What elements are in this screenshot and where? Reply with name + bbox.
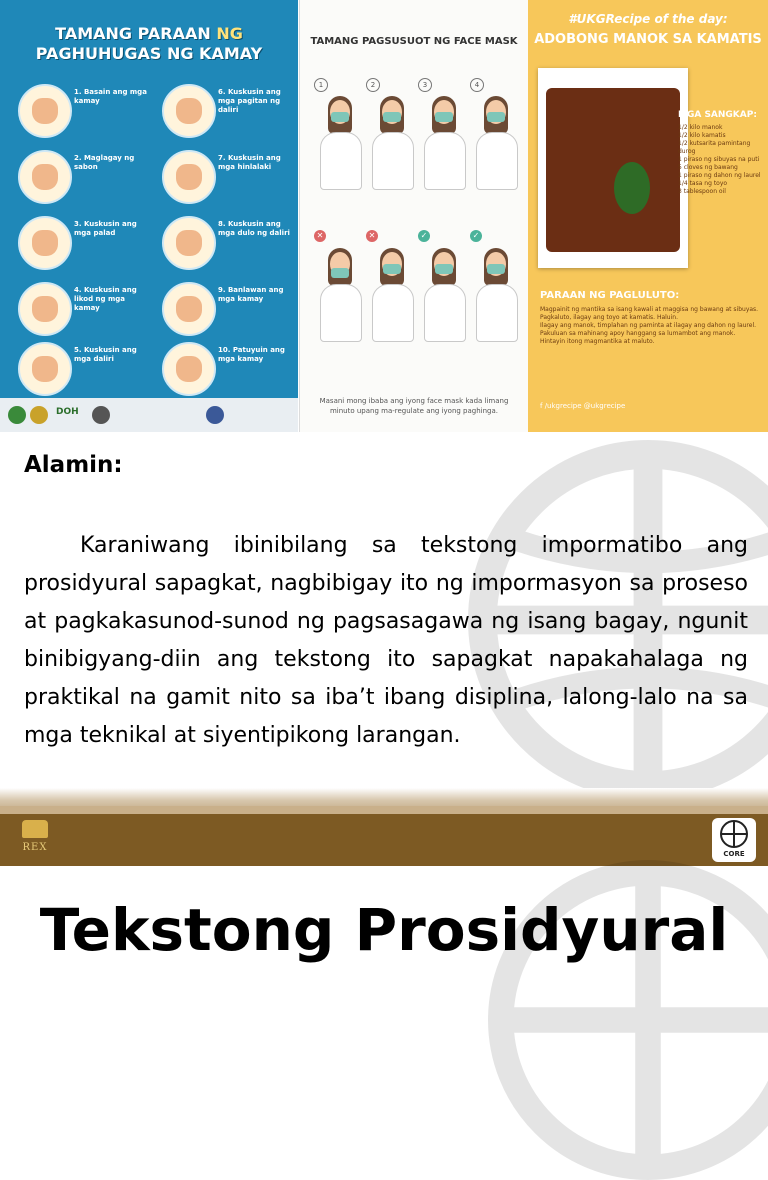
crown-icon [22, 820, 48, 838]
handwash-step-label: 5. Kuskusin ang mga daliri [74, 346, 137, 363]
step-number: 1 [314, 78, 328, 92]
handwash-step-label: 8. Kuskusin ang mga dulo ng daliri [218, 220, 290, 237]
handwash-step [154, 80, 294, 142]
mask-step-figure [366, 78, 418, 208]
hand-illustration-icon [18, 150, 72, 204]
face-mask-poster [299, 0, 528, 432]
mask-step-figure [418, 78, 470, 208]
handwashing-title-line1: TAMANG PARAAN [55, 24, 211, 43]
step-number: 4 [470, 78, 484, 92]
step-number: 3 [418, 78, 432, 92]
check-icon: ✓ [418, 230, 430, 242]
dish-photo [538, 68, 688, 268]
handwash-step [10, 278, 150, 340]
social-handles: f /ukgrecipe @ukgrecipe [540, 402, 626, 410]
mask-example-figure [470, 230, 522, 360]
handwash-step-label: 2. Maglagay ng sabon [74, 154, 135, 171]
recipe-poster [528, 0, 768, 432]
mask-step-figure [470, 78, 522, 208]
handwash-step [154, 338, 294, 400]
hand-illustration-icon [162, 282, 216, 336]
core-logo [712, 818, 756, 862]
handwashing-poster [0, 0, 298, 432]
step-number: 2 [366, 78, 380, 92]
footer-band [0, 814, 768, 866]
face-mask-title: TAMANG PAGSUSUOT NG FACE MASK [310, 36, 518, 47]
body-paragraph: Karaniwang ibinibilang sa tekstong impormatibo ang prosidyural sapagkat, nagbibigay ito ng impormasyon sa proseso at pagkakasunod-sunod ng pagsasagawa ng isang bagay, ngunit binibigyang-diin ang tekstong ito sapagkat napakahalaga ng praktikal na gamit nito sa iba’t ibang disiplina, lalong-lalo na sa mga teknikal at siyentipikong larangan. [24, 533, 748, 748]
section-heading: Alamin: [24, 452, 123, 478]
face-mask-note: Masani mong ibaba ang iyong face mask kada limang minuto upang ma-regulate ang iyong paghinga. [319, 397, 509, 415]
seal-icon [92, 406, 110, 424]
handwashing-title-ng: NG [216, 24, 243, 43]
recipe-hashtag: #UKGRecipe of the day: [568, 12, 728, 26]
handwash-step [154, 278, 294, 340]
rex-logo [12, 820, 58, 860]
handwash-step-label: 7. Kuskusin ang mga hinlalaki [218, 154, 281, 171]
wrong-icon: ✕ [366, 230, 378, 242]
handwashing-title [0, 24, 298, 64]
handwash-step-label: 10. Patuyuin ang mga kamay [218, 346, 285, 363]
hand-illustration-icon [18, 216, 72, 270]
hand-illustration-icon [162, 150, 216, 204]
hand-illustration-icon [18, 282, 72, 336]
ingredients-heading: MGA SANGKAP: [678, 110, 757, 120]
mask-example-figure [366, 230, 418, 360]
handwashing-title-line2: PAGHUHUGAS NG KAMAY [35, 44, 263, 63]
recipe-dish-name: ADOBONG MANOK SA KAMATIS [534, 32, 762, 47]
poster-row [0, 0, 768, 432]
hand-illustration-icon [162, 216, 216, 270]
mask-example-figure [314, 230, 366, 360]
handwash-step-label: 9. Banlawan ang mga kamay [218, 286, 284, 303]
hand-illustration-icon [18, 84, 72, 138]
handwash-step-label: 4. Kuskusin ang likod ng mga kamay [74, 286, 137, 312]
wrong-icon: ✕ [314, 230, 326, 242]
seal-icon [8, 406, 26, 424]
doh-logo-text: DOH [56, 407, 79, 417]
method-heading: PARAAN NG PAGLULUTO: [540, 290, 680, 301]
handwash-step [10, 338, 150, 400]
handwash-step [10, 146, 150, 208]
ingredients-list: 1/2 kilo manok 1/2 kilo kamatis 1/2 kutsarita pamintang durog 1 piraso ng sibuyas na puti 5 cloves ng bawang 1 piraso ng dahon ng laurel 1/4 tasa ng toyo 3 tablespoon oil [678, 124, 761, 195]
handwash-step-label: 6. Kuskusin ang mga pagitan ng daliri [218, 88, 281, 114]
seal-icon [30, 406, 48, 424]
facebook-icon [206, 406, 224, 424]
mask-step-figure [314, 78, 366, 208]
hand-illustration-icon [162, 84, 216, 138]
method-list: Magpainit ng mantika sa isang kawali at maggisa ng bawang at sibuyas. Pagkaluto, ilagay ang toyo at kamatis. Haluin. Ilagay ang manok, timplahan ng paminta at ilagay ang dahon ng laurel. Pakuluan sa mahinang apoy hanggang sa lumambot ang manok. Hintayin itong magmantika at maluto. [540, 306, 759, 345]
globe-icon [720, 820, 748, 848]
core-logo-text: CORE [723, 850, 745, 858]
mask-example-figure [418, 230, 470, 360]
handwash-step [10, 212, 150, 274]
handwash-step-label: 1. Basain ang mga kamay [74, 88, 147, 105]
handwash-step [154, 146, 294, 208]
hand-illustration-icon [162, 342, 216, 396]
hand-illustration-icon [18, 342, 72, 396]
handwash-step [154, 212, 294, 274]
check-icon: ✓ [470, 230, 482, 242]
handwashing-footer [0, 398, 298, 432]
rex-logo-text: REX [22, 842, 48, 853]
slide-title: Tekstong Prosidyural [39, 896, 729, 964]
handwash-step-label: 3. Kuskusin ang mga palad [74, 220, 137, 237]
handwash-step [10, 80, 150, 142]
